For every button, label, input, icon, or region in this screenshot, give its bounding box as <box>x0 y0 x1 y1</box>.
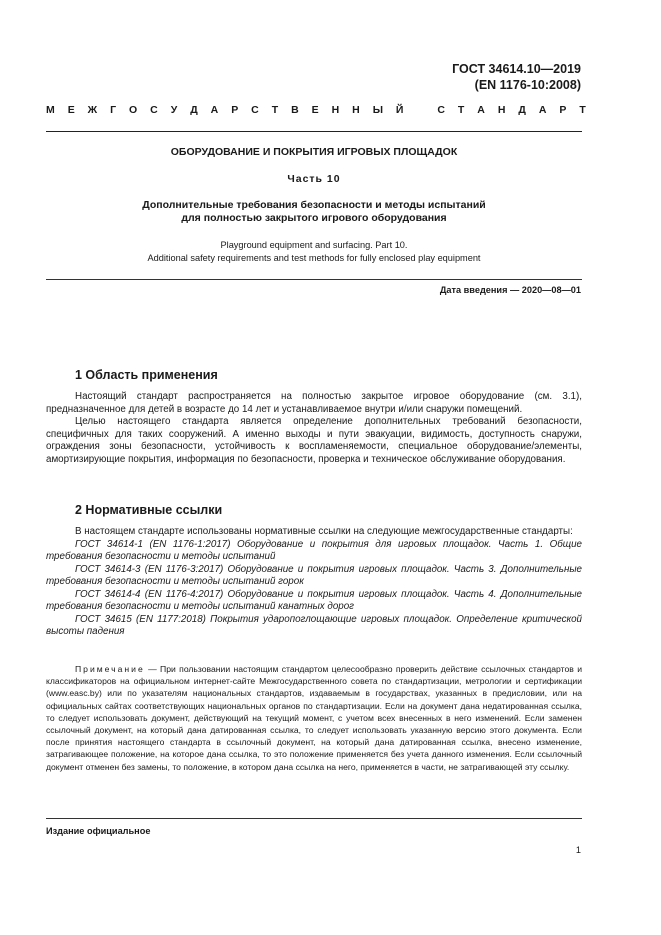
banner-letter: Д <box>518 104 526 116</box>
banner-letter: С <box>251 104 259 116</box>
banner-letter: Ж <box>87 104 98 116</box>
banner-letter: Т <box>579 104 586 116</box>
subtitle-line: Дополнительные требования безопасности и методы испытаний <box>142 199 486 211</box>
banner-letter: О <box>129 104 138 116</box>
section-body <box>46 391 582 466</box>
reference-item: ГОСТ 34615 (EN 1177:2018) Покрытия ударопоглощающие игровых площадок. Определение критической высоты падения <box>46 613 582 637</box>
introduction-date: Дата введения — 2020—08—01 <box>439 285 581 295</box>
banner-letter: Н <box>497 104 506 116</box>
reference-item: ГОСТ 34614-1 (EN 1176-1:2017) Оборудование и покрытия для игровых площадок. Часть 1. Общие требования безопасности и методы испытаний <box>46 538 582 562</box>
banner-letter: Т <box>271 104 279 116</box>
banner-letter: Р <box>559 104 567 116</box>
paragraph: Настоящий стандарт распространяется на полностью закрытое игровое оборудование (см. 3.1), предназначенное для детей в возрасте до 14 лет и устанавливаемое внутри и/или снаружи помещений. <box>46 391 582 415</box>
banner-letter: У <box>170 104 178 116</box>
edition-label: Издание официальное <box>46 826 151 836</box>
banner-letter: А <box>210 104 219 116</box>
standard-number <box>452 61 581 93</box>
reference-item: ГОСТ 34614-3 (EN 1176-3:2017) Оборудование и покрытия игровых площадок. Часть 3. Дополнительные требования безопасности и методы испытаний горок <box>46 563 582 587</box>
banner-letter: М <box>46 104 55 116</box>
banner-letter: Р <box>231 104 239 116</box>
note-block <box>46 663 582 773</box>
note-text: — При пользовании настоящим стандартом целесообразно проверить действие ссылочных стандартов и классификаторов на официальном интернет-сайте Межгосударственного совета по стандартизации, метрологии и сертификации (www.easc.by) или по указателям национальных стандартов, издаваемым в государствах, указанных в предисловии, или на официальных сайтах соответствующих национальных органов по стандартизации. Если на документ дана недатированная ссылка, то следует использовать документ, действующий на текущий момент, с учетом всех внесенных в него изменений. Если заменен ссылочный документ, на который дана датированная ссылка, то следует использовать указанную версию этого документа. Если после принятия настоящего стандарта в ссылочный документ, на который дана датированная ссылка, внесено изменение, затрагивающее положение, на которое дана ссылка, то это положение применяется без учета данного изменения. Если ссылочный документ отменен без замены, то положение, в котором дана ссылка на него, применяется в части, не затрагивающей эту ссылку. <box>46 664 582 772</box>
banner-letter: Е <box>67 104 75 116</box>
banner-letter: В <box>291 104 299 116</box>
note-paragraph <box>46 663 582 773</box>
english-title-line: Playground equipment and surfacing. Part 10. <box>220 240 408 250</box>
intro-date-rule <box>46 279 582 280</box>
banner-letter: С <box>150 104 158 116</box>
reference-item: ГОСТ 34614-4 (EN 1176-4:2017) Оборудование и покрытия игровых площадок. Часть 4. Дополнительные требования безопасности и методы испытаний канатных дорог <box>46 588 582 612</box>
banner-letter: С <box>437 104 445 116</box>
part-number: Часть 10 <box>287 173 341 185</box>
banner-letter: Н <box>331 104 340 116</box>
footer-rule <box>46 818 582 819</box>
banner-letter: А <box>538 104 547 116</box>
english-title <box>46 239 582 264</box>
subtitle-line: для полностью закрытого игрового оборудования <box>181 212 447 224</box>
banner-letter: А <box>477 104 485 116</box>
banner-letter: Е <box>311 104 319 116</box>
banner-letter: Т <box>457 104 465 116</box>
interstate-standard-banner <box>46 103 586 117</box>
english-title-line: Additional safety requirements and test methods for fully enclosed play equipment <box>147 252 481 263</box>
page-number: 1 <box>575 845 581 855</box>
section-body <box>46 526 582 639</box>
document-subtitle <box>46 199 582 225</box>
banner-letter: Н <box>352 104 360 116</box>
banner-letter: Д <box>190 104 198 116</box>
header-rule <box>46 131 582 132</box>
banner-letter: Г <box>110 104 117 116</box>
section-heading: 1 Область применения <box>75 368 218 382</box>
paragraph: В настоящем стандарте использованы нормативные ссылки на следующие межгосударственные стандарты: <box>75 526 573 537</box>
standard-code: ГОСТ 34614.10—2019 <box>452 62 581 76</box>
en-standard-code: (EN 1176-10:2008) <box>474 78 581 92</box>
banner-letter: Й <box>395 104 404 116</box>
note-label: Примечание <box>75 664 145 674</box>
document-title: ОБОРУДОВАНИЕ И ПОКРЫТИЯ ИГРОВЫХ ПЛОЩАДОК <box>170 146 458 158</box>
banner-letter: Ы <box>372 104 383 116</box>
paragraph: Целью настоящего стандарта является определение дополнительных требований безопасности, специфичных для таких сооружений. А именно выходы и пути эвакуации, видимость, доступность снаружи, ограждения зоны безопасности, устойчивость к воспламеняемости, специальное оборудование/элементы, амортизирующие покрытия, информация по безопасности, проверка и техническое обслуживание оборудования. <box>46 416 582 465</box>
section-heading: 2 Нормативные ссылки <box>75 503 223 517</box>
